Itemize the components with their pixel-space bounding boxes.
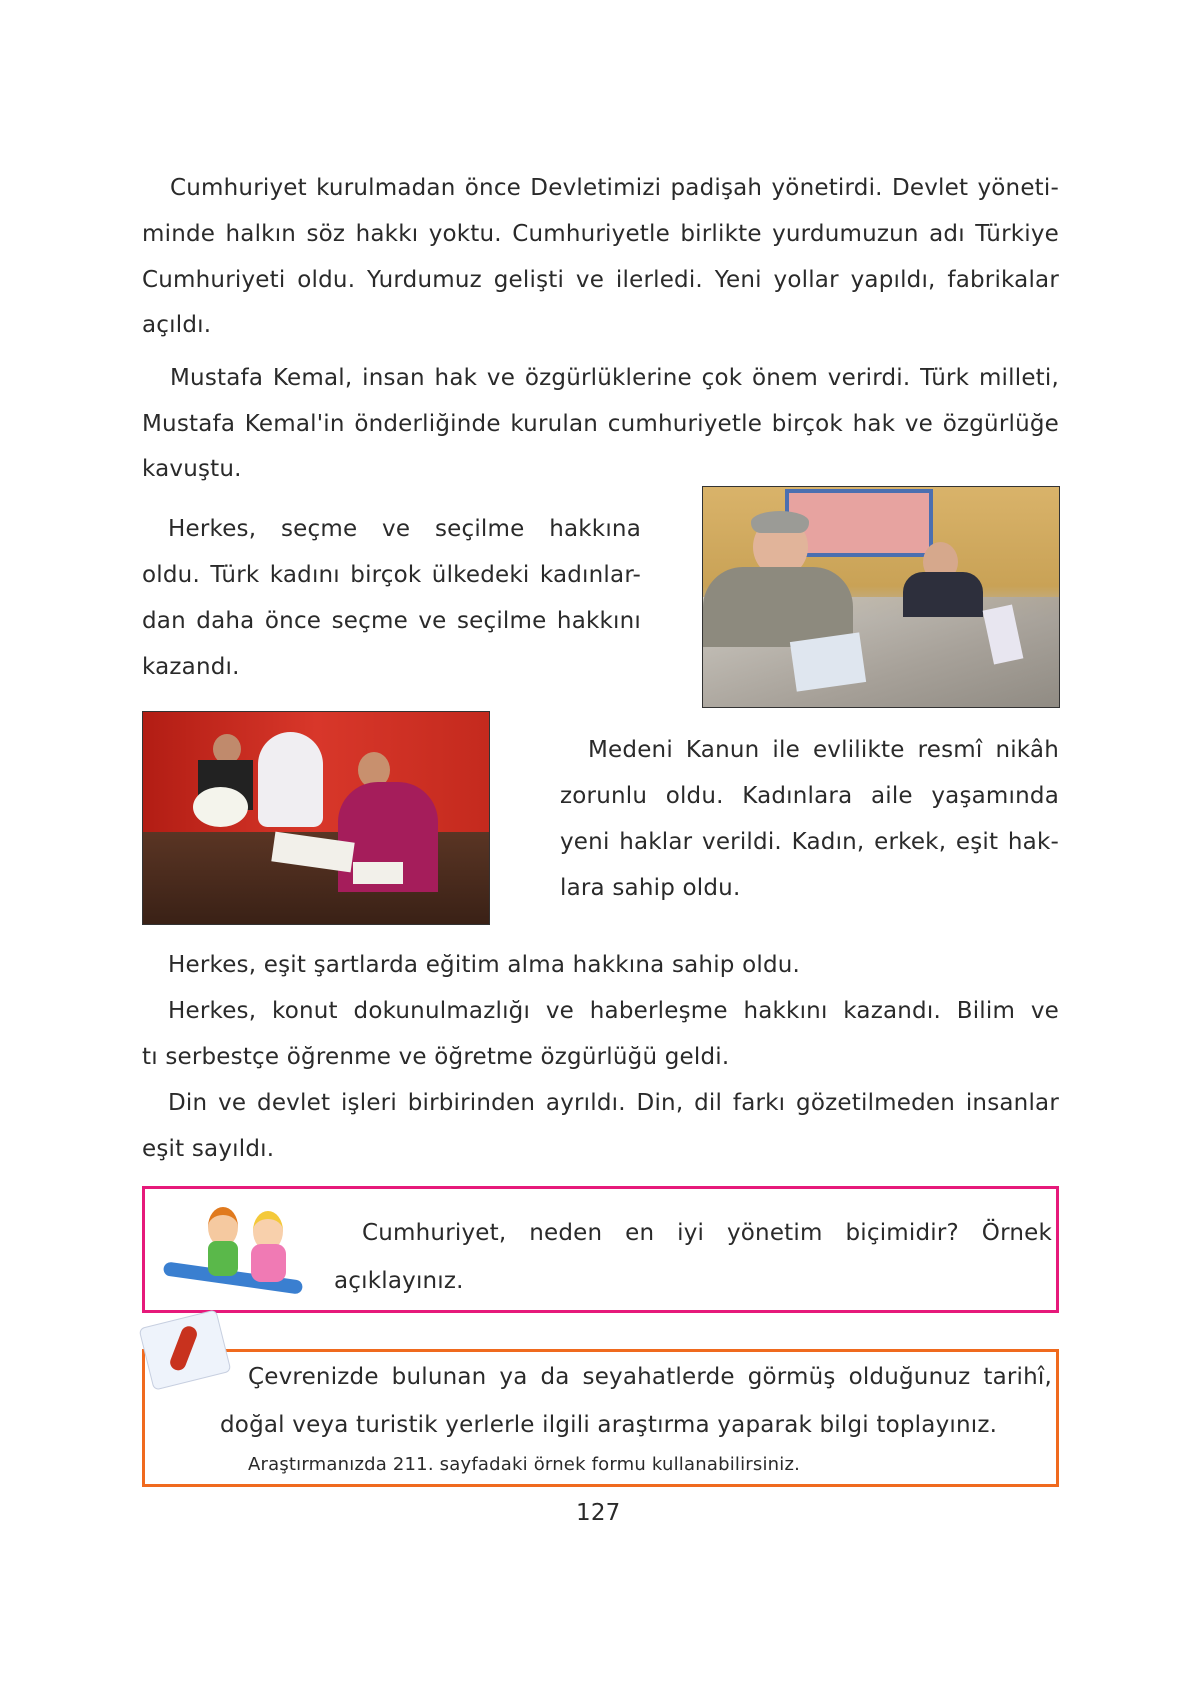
text-line: Mustafa Kemal'in önderliğinde kurulan cumhuriyetle birçok hak ve özgürlüğe [142,411,1059,437]
question-box [142,1186,1059,1313]
text-line: zorunlu oldu. Kadınlara aile yaşamında [560,783,1059,809]
research-box [142,1349,1059,1487]
text-line: Herkes, seçme ve seçilme hakkına [168,516,641,542]
text-line: Herkes, konut dokunulmazlığı ve haberleşme hakkını kazandı. Bilim ve [168,998,1059,1024]
question-text: açıklayınız. [334,1268,464,1294]
text-line: dan daha önce seçme ve seçilme hakkını [142,608,641,634]
text-line: Cumhuriyeti oldu. Yurdumuz gelişti ve ilerledi. Yeni yollar yapıldı, fabrikalar [142,267,1059,293]
text-line: Medeni Kanun ile evlilikte resmî nikâh [588,737,1059,763]
text-line: eşit sayıldı. [142,1136,275,1162]
wedding-photo [142,711,490,925]
page-number: 127 [576,1500,621,1526]
children-on-pencil-icon [163,1199,313,1309]
text-line: lara sahip oldu. [560,875,741,901]
text-line: kavuştu. [142,456,242,482]
text-line: yeni haklar verildi. Kadın, erkek, eşit hak- [560,829,1059,855]
text-line: kazandı. [142,654,240,680]
research-text: doğal veya turistik yerlerle ilgili araştırma yaparak bilgi toplayınız. [220,1412,998,1438]
text-line: açıldı. [142,312,212,338]
question-text: Cumhuriyet, neden en iyi yönetim biçimidir? Örnek [362,1220,1052,1246]
text-line: Cumhuriyet kurulmadan önce Devletimizi padişah yönetirdi. Devlet yöneti- [170,175,1059,201]
text-line: Din ve devlet işleri birbirinden ayrıldı. Din, dil farkı gözetilmeden insanlar [168,1090,1059,1116]
voting-photo [702,486,1060,708]
text-line: tı serbestçe öğrenme ve öğretme özgürlüğü geldi. [142,1044,730,1070]
text-line: minde halkın söz hakkı yoktu. Cumhuriyetle birlikte yurdumuzun adı Türkiye [142,221,1059,247]
research-note: Araştırmanızda 211. sayfadaki örnek formu kullanabilirsiniz. [248,1454,801,1475]
text-line: oldu. Türk kadını birçok ülkedeki kadınlar- [142,562,641,588]
text-line: Mustafa Kemal, insan hak ve özgürlüklerine çok önem verirdi. Türk milleti, [170,365,1059,391]
text-line: Herkes, eşit şartlarda eğitim alma hakkına sahip oldu. [168,952,801,978]
research-text: Çevrenizde bulunan ya da seyahatlerde görmüş olduğunuz tarihî, [248,1364,1052,1390]
